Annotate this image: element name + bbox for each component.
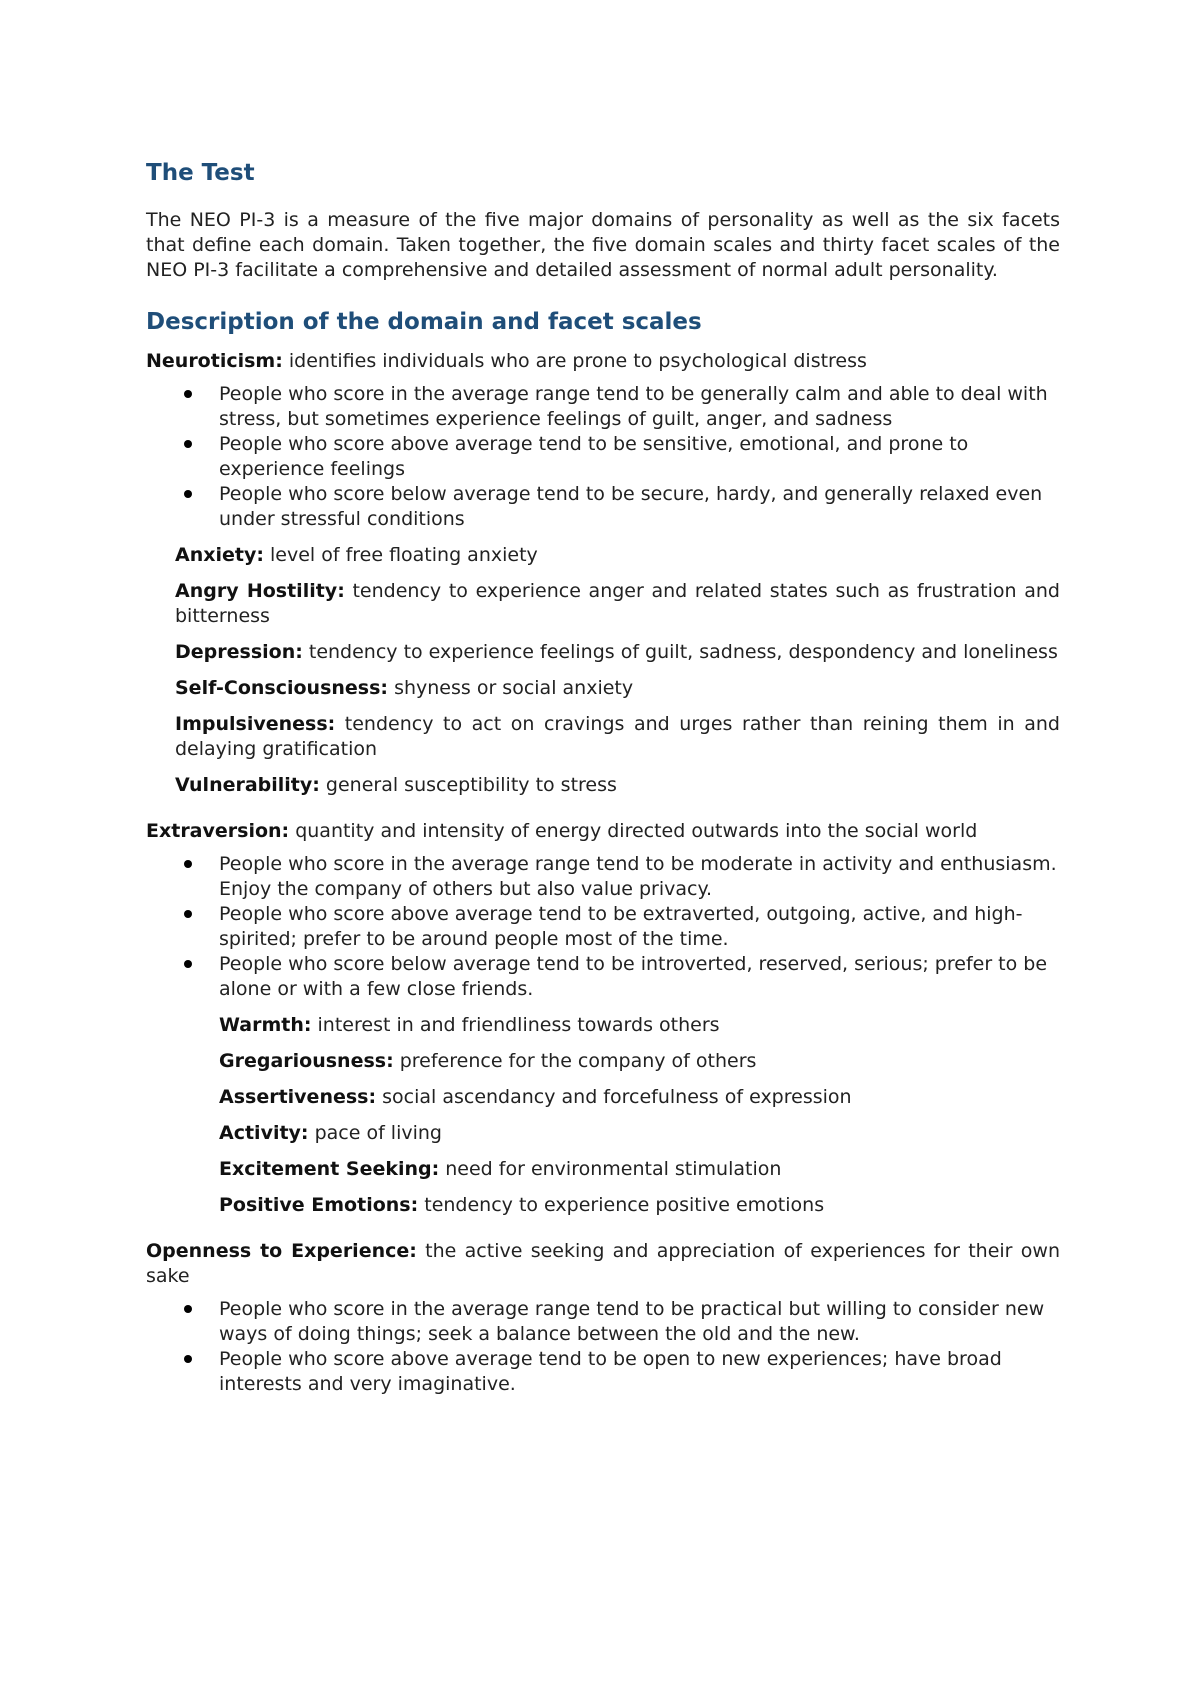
list-item: People who score in the average range tend to be moderate in activity and enthusiasm. Enjoy the company of others but also value privacy.: [146, 852, 1060, 902]
facet-positive-emotions: Positive Emotions: tendency to experience positive emotions: [219, 1194, 825, 1216]
bullet-icon: [184, 910, 192, 918]
facet-activity: Activity: pace of living: [219, 1122, 442, 1144]
extraversion-definition: [146, 819, 1060, 844]
description-heading: Description of the domain and facet scales: [146, 309, 702, 335]
openness-label: Openness to Experience:: [146, 1240, 417, 1262]
openness-definition: [146, 1239, 1060, 1289]
neuroticism-label: Neuroticism:: [146, 350, 283, 372]
facet-depression: Depression: tendency to experience feelings of guilt, sadness, despondency and loneliness: [175, 641, 1058, 663]
bullet-icon: [184, 390, 192, 398]
extraversion-label: Extraversion:: [146, 820, 290, 842]
extraversion-text: quantity and intensity of energy directed outwards into the social world: [289, 820, 978, 842]
facet-anxiety: Anxiety: level of free floating anxiety: [175, 544, 538, 566]
facet-self-consciousness: Self-Consciousness: shyness or social anxiety: [175, 677, 634, 699]
facet-impulsiveness: Impulsiveness: tendency to act on cravings and urges rather than reining them in and delaying gratification: [175, 713, 1060, 760]
test-paragraph: The NEO PI-3 is a measure of the five major domains of personality as well as the six facets that define each domain. Taken together, the five domain scales and thirty facet scales of the NEO PI-3 facilitate a comprehensive and detailed assessment of normal adult personality.: [146, 209, 1060, 281]
openness-bullets: [146, 1297, 1060, 1397]
neuroticism-text: identifies individuals who are prone to psychological distress: [282, 350, 867, 372]
list-item: People who score in the average range tend to be generally calm and able to deal with stress, but sometimes experience feelings of guilt, anger, and sadness: [146, 382, 1060, 432]
bullet-icon: [184, 440, 192, 448]
test-heading: The Test: [146, 160, 255, 186]
openness-text: the active seeking and appreciation of experiences for their own sake: [146, 1240, 1060, 1287]
bullet-icon: [184, 860, 192, 868]
facet-gregariousness: Gregariousness: preference for the company of others: [219, 1050, 757, 1072]
facet-angry-hostility: Angry Hostility: tendency to experience anger and related states such as frustration and bitterness: [175, 580, 1060, 627]
facet-assertiveness: Assertiveness: social ascendancy and forcefulness of expression: [219, 1086, 852, 1108]
facet-excitement-seeking: Excitement Seeking: need for environmental stimulation: [219, 1158, 782, 1180]
bullet-icon: [184, 1305, 192, 1313]
list-item: People who score in the average range tend to be practical but willing to consider new ways of doing things; seek a balance between the old and the new.: [146, 1297, 1060, 1347]
bullet-icon: [184, 1355, 192, 1363]
bullet-icon: [184, 960, 192, 968]
neuroticism-definition: [146, 349, 1060, 374]
facet-vulnerability: Vulnerability: general susceptibility to stress: [175, 774, 617, 796]
facet-warmth: Warmth: interest in and friendliness towards others: [219, 1014, 720, 1036]
bullet-icon: [184, 490, 192, 498]
list-item: People who score below average tend to be secure, hardy, and generally relaxed even under stressful conditions: [146, 482, 1060, 532]
list-item: People who score above average tend to be sensitive, emotional, and prone to experience feelings: [146, 432, 1060, 482]
list-item: People who score above average tend to be extraverted, outgoing, active, and high-spirited; prefer to be around people most of the time.: [146, 902, 1060, 952]
extraversion-bullets: [146, 852, 1060, 1002]
list-item: People who score below average tend to be introverted, reserved, serious; prefer to be alone or with a few close friends.: [146, 952, 1060, 1002]
document-page: [146, 160, 1060, 1397]
list-item: People who score above average tend to be open to new experiences; have broad interests and very imaginative.: [146, 1347, 1060, 1397]
neuroticism-bullets: [146, 382, 1060, 532]
